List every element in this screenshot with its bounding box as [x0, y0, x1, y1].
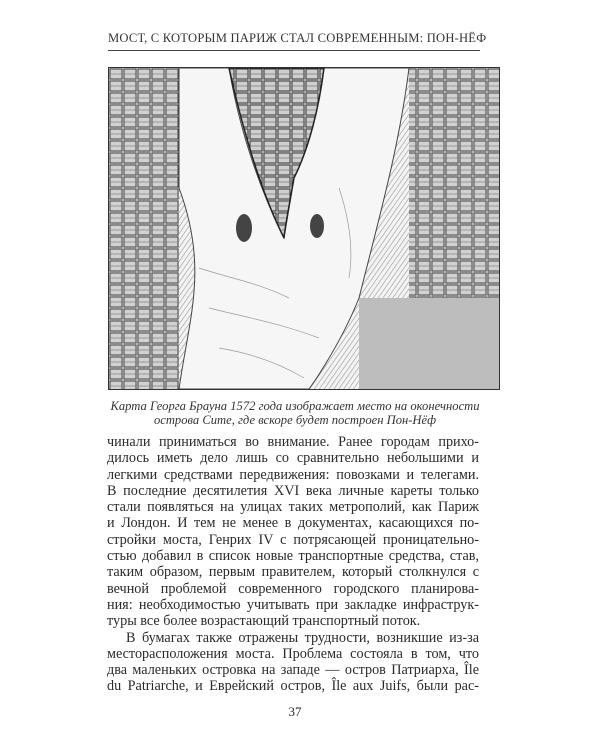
paragraph-1 — [107, 434, 479, 630]
text-line: В бумагах также отражены трудности, возникшие из-за — [126, 629, 479, 646]
paragraph-2 — [107, 630, 479, 695]
text-line: ния: необходимостью учитывать при закладке инфраструк- — [107, 596, 479, 613]
running-header: МОСТ, С КОТОРЫМ ПАРИЖ СТАЛ СОВРЕМЕННЫМ: ПОН-НЁФ — [108, 31, 487, 45]
caption-line: Карта Георга Брауна 1572 года изображает место на оконечности — [110, 399, 480, 413]
historical-map-image — [108, 67, 500, 390]
text-line: таким образом, первым правителем, который столкнулся с — [107, 564, 479, 581]
text-line: туры все более возрастающий транспортный поток. — [107, 613, 421, 630]
map-illustration — [109, 68, 499, 389]
text-line: легкими средствами передвижения: повозками и телегами. — [107, 466, 479, 483]
page-number: 37 — [288, 704, 302, 719]
body-text — [107, 434, 479, 695]
text-line: В последние десятилетия XVI века личные кареты только — [107, 482, 479, 499]
text-line: чинали приниматься во внимание. Ранее городам прихо- — [107, 434, 479, 450]
text-line: стью добавил в список новые транспортные средства, став, — [107, 548, 479, 565]
text-line: месторасположения моста. Проблема состояла в том, что — [107, 645, 479, 662]
caption-line: острова Сите, где вскоре будет построен Пон-Нёф — [153, 413, 437, 427]
text-line: дилось иметь дело лишь со сравнительно небольшими и — [107, 450, 479, 467]
header-rule — [108, 50, 480, 51]
text-line: два маленьких островка на западе — остров Патриарха, Île — [107, 662, 479, 679]
text-line: стали появляться на улицах таких метрополий, как Париж — [107, 499, 479, 516]
text-line: du Patriarche, и Еврейский остров, Île aux Juifs, были рас- — [107, 678, 479, 695]
figure-caption — [100, 399, 490, 427]
text-line: стройки моста, Генрих IV с потрясающей проницательно- — [107, 531, 479, 548]
text-line: и Лондон. И тем не менее в документах, касающихся по- — [107, 515, 479, 532]
text-line: вечной проблемой современного городского планирова- — [107, 580, 479, 597]
